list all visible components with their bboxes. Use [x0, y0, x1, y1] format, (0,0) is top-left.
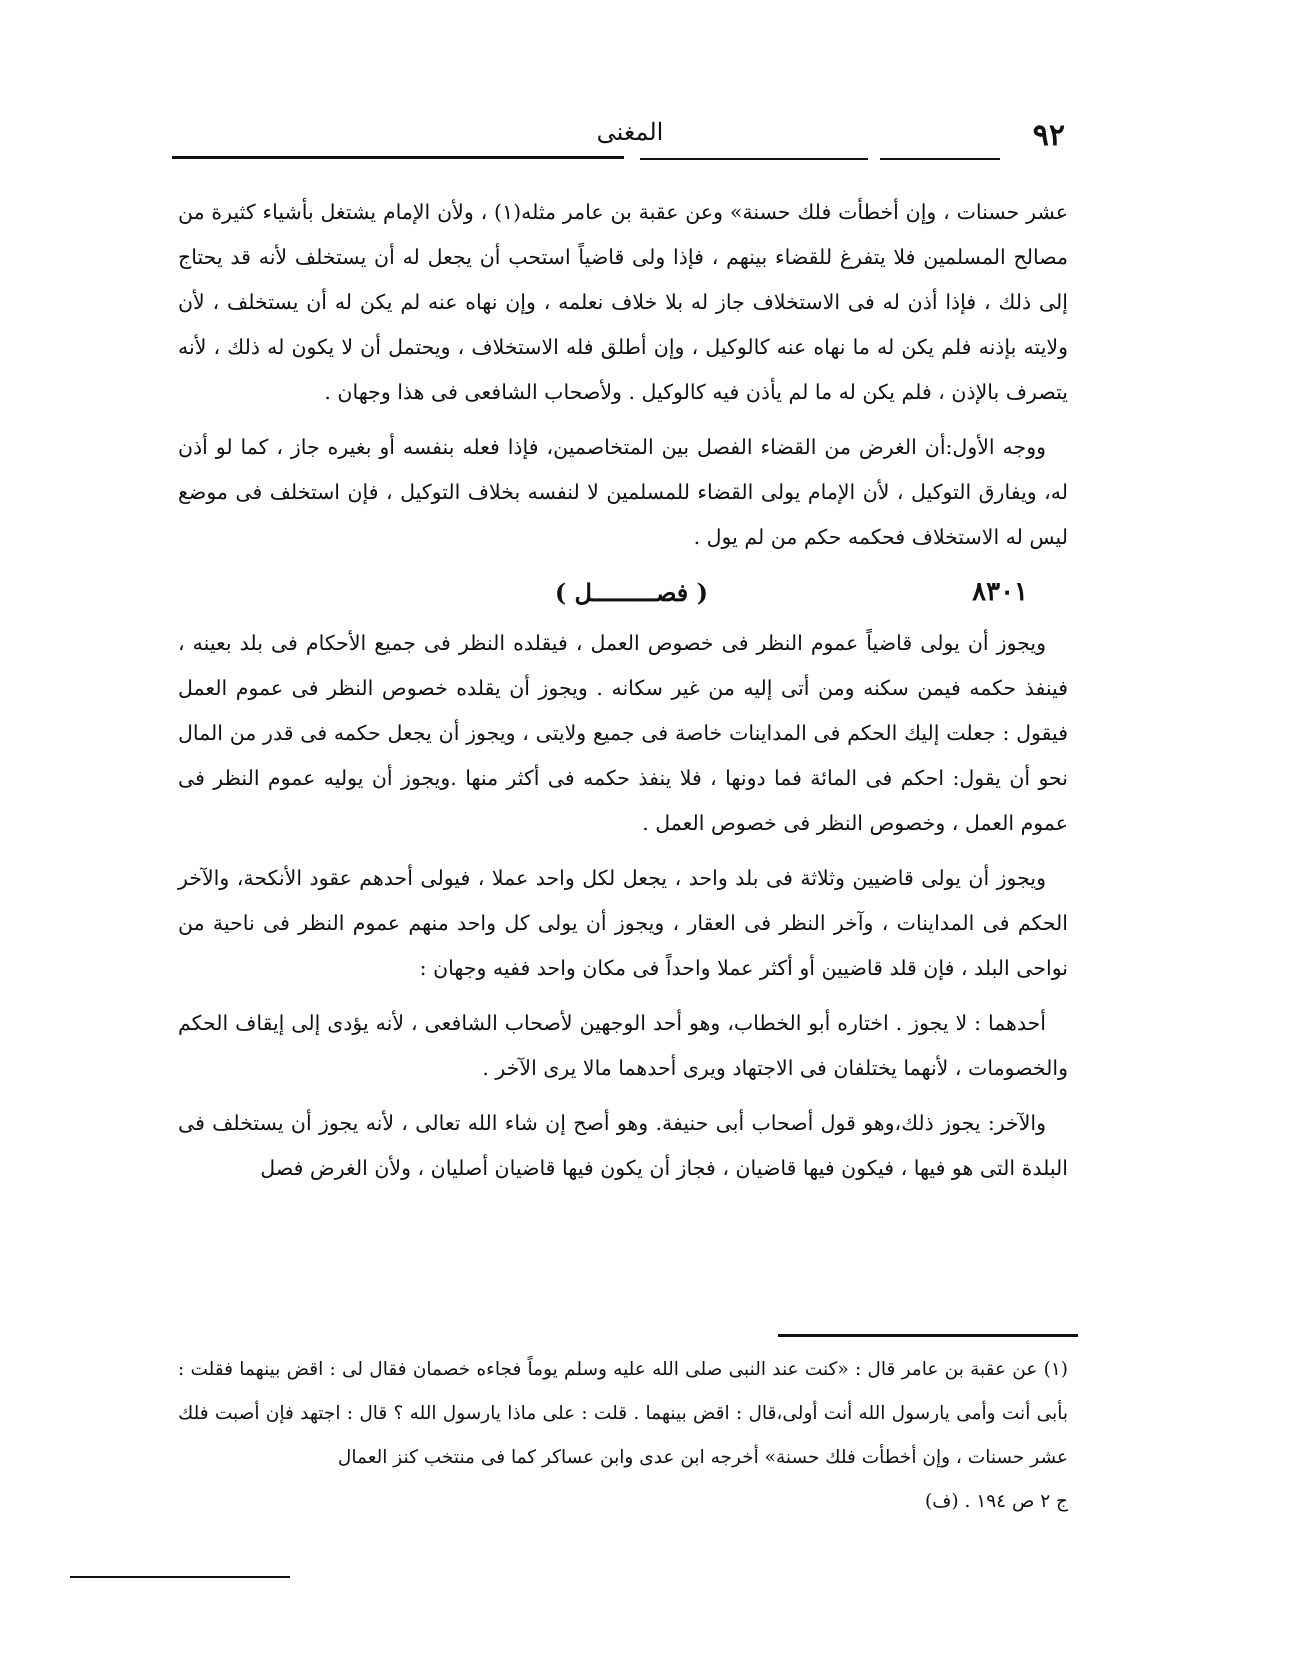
footnote	[178, 1348, 1068, 1524]
section-number: ٨٣٠١	[972, 577, 1028, 607]
paragraph: ويجوز أن يولى قاضياً عموم النظر فى خصوص العمل ، فيقلده النظر فى جميع الأحكام فى بلد بعينه ، فينفذ حكمه فيمن سكنه ومن أتى إليه من غير سكانه . ويجوز أن يقلده خصوص النظر فى عموم العمل فيقول : جعلت إليك الحكم فى المداينات خاصة فى جميع ولايتى ، ويجوز أن يجعل حكمه فى قدر من المال نحو أن يقول: احكم فى المائة فما دونها ، فلا ينفذ حكمه فى أكثر منها .ويجوز أن يوليه عموم النظر فى عموم العمل ، وخصوص النظر فى خصوص العمل .	[178, 631, 1068, 835]
footnote-text: (١) عن عقبة بن عامر قال : «كنت عند النبى صلى الله عليه وسلم يوماً فجاءه خصمان فقال لى : اقض بينهما فقلت : بأبى أنت وأمى يارسول الله أنت أولى،قال : اقض بينهما . قلت : على ماذا يارسول الله ؟ قال : اجتهد فإن أصبت فلك عشر حسنات ، وإن أخطأت فلك حسنة» أخرجه ابن عدى وابن عساكر كما فى منتخب كنز العمال	[178, 1359, 1068, 1468]
footnote-reference: ج ٢ ص ١٩٤ . (ف)	[925, 1491, 1068, 1512]
bottom-rule	[70, 1576, 290, 1578]
paragraph: ويجوز أن يولى قاضيين وثلاثة فى بلد واحد ، يجعل لكل واحد عملا ، فيولى أحدهم عقود الأنكحة، والآخر الحكم فى المداينات ، وآخر النظر فى العقار ، ويجوز أن يولى كل واحد منهم عموم النظر فى ناحية من نواحى البلد ، فإن قلد قاضيين أو أكثر عملا واحداً فى مكان واحد ففيه وجهان :	[178, 866, 1068, 980]
running-title: المغنى	[596, 118, 664, 146]
footnote-rule	[778, 1334, 1078, 1337]
header-rule-left	[172, 156, 624, 159]
paragraph: ووجه الأول:أن الغرض من القضاء الفصل بين المتخاصمين، فإذا فعله بنفسه أو بغيره جاز ، كما لو أذن له، ويفارق التوكيل ، لأن الإمام يولى القضاء للمسلمين لا لنفسه بخلاف التوكيل ، فإن استخلف فى موضع ليس له الاستخلاف فحكمه حكم من لم يول .	[178, 435, 1068, 549]
paragraph: عشر حسنات ، وإن أخطأت فلك حسنة» وعن عقبة بن عامر مثله(١) ، ولأن الإمام يشتغل بأشياء كثيرة من مصالح المسلمين فلا يتفرغ للقضاء بينهم ، فإذا ولى قاضياً استحب أن يجعل له أن يستخلف لأنه قد يحتاج إلى ذلك ، فإذا أذن له فى الاستخلاف جاز له بلا خلاف نعلمه ، وإن نهاه عنه لم يكن له أن يستخلف ، لأن ولايته بإذنه فلم يكن له ما نهاه عنه كالوكيل ، وإن أطلق فله الاستخلاف ، ويحتمل أن لا يكون له ذلك ، لأنه يتصرف بالإذن ، فلم يكن له ما لم يأذن فيه كالوكيل . ولأصحاب الشافعى فى هذا وجهان .	[178, 200, 1068, 404]
header-rule-middle	[640, 158, 868, 160]
section-heading	[178, 570, 1068, 615]
paragraph: أحدهما : لا يجوز . اختاره أبو الخطاب، وهو أحد الوجهين لأصحاب الشافعى ، لأنه يؤدى إلى إيقاف الحكم والخصومات ، لأنهما يختلفان فى الاجتهاد ويرى أحدهما مالا يرى الآخر .	[178, 1011, 1068, 1080]
paragraph: والآخر: يجوز ذلك،وهو قول أصحاب أبى حنيفة. وهو أصح إن شاء الله تعالى ، لأنه يجوز أن يستخلف فى البلدة التى هو فيها ، فيكون فيها قاضيان ، فجاز أن يكون فيها قاضيان أصليان ، ولأن الغرض فصل	[178, 1111, 1068, 1180]
header-rule-right	[880, 158, 1000, 160]
main-text	[178, 190, 1068, 1201]
section-title: ( فصـــــــــل )	[554, 578, 708, 607]
page-number: ٩٢	[1032, 118, 1065, 153]
